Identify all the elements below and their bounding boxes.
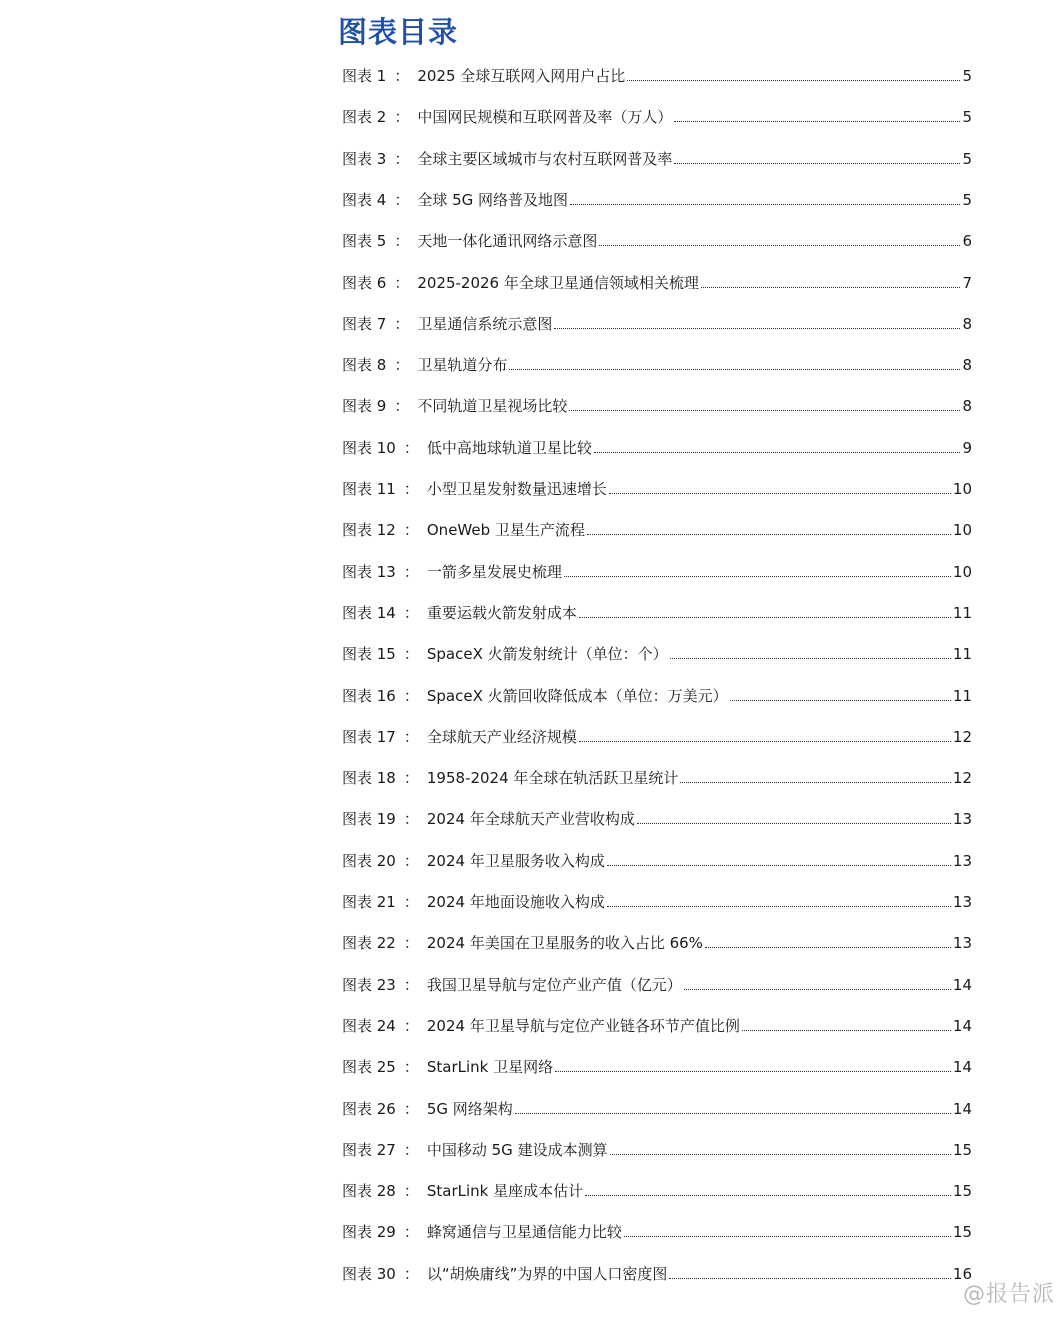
- toc-entry-title: 2024 年地面设施收入构成: [426, 893, 605, 911]
- toc-entry-page-number: 13: [952, 934, 972, 953]
- toc-entry[interactable]: [342, 552, 972, 582]
- toc-entry-separator: ：: [403, 1140, 419, 1159]
- toc-entry-title: 全球 5G 网络普及地图: [417, 190, 569, 209]
- toc-entry[interactable]: [342, 469, 972, 499]
- toc-entry-separator: ：: [403, 1099, 419, 1118]
- toc-entry-separator: ：: [403, 934, 419, 953]
- toc-entry-separator: ：: [403, 893, 419, 911]
- page-title: 图表目录: [338, 15, 459, 49]
- toc-entry-label: 图表 6: [342, 273, 387, 292]
- toc-entry[interactable]: [342, 717, 972, 747]
- toc-entry-page-number: 8: [962, 314, 972, 333]
- toc-entry-separator: ：: [403, 810, 419, 829]
- toc-entry[interactable]: [342, 221, 972, 251]
- toc-entry-separator: ：: [394, 273, 410, 292]
- toc-entry-title: 一箭多星发展史梳理: [426, 562, 562, 581]
- toc-entry-page-number: 15: [952, 1140, 972, 1159]
- toc-entry-label: 图表 25: [342, 1058, 396, 1077]
- toc-entry-title: 2025 全球互联网入网用户占比: [417, 67, 626, 85]
- toc-entry-title: SpaceX 火箭发射统计（单位：个）: [426, 645, 668, 664]
- toc-entry-separator: ：: [403, 603, 419, 622]
- watermark: @报告派: [962, 1282, 1055, 1307]
- toc-entry-page-number: 13: [952, 851, 972, 870]
- toc-entry-page-number: 14: [952, 975, 972, 994]
- toc-entry[interactable]: [342, 634, 972, 664]
- toc-entry-page-number: 10: [952, 562, 972, 581]
- toc-entry[interactable]: [342, 263, 972, 293]
- toc-entry[interactable]: [342, 1212, 972, 1242]
- toc-entry-separator: ：: [394, 149, 410, 168]
- toc-entry-label: 图表 13: [342, 562, 396, 581]
- toc-entry-label: 图表 3: [342, 149, 387, 168]
- toc-entry-label: 图表 9: [342, 397, 387, 416]
- toc-entry[interactable]: [342, 923, 972, 953]
- toc-entry[interactable]: [342, 304, 972, 334]
- toc-entry-title: 重要运载火箭发射成本: [426, 603, 577, 622]
- toc-entry-title: 天地一体化通讯网络示意图: [417, 232, 598, 251]
- toc-entry[interactable]: [342, 386, 972, 416]
- toc-entry[interactable]: [342, 965, 972, 995]
- toc-entry[interactable]: [342, 1089, 972, 1119]
- toc-entry-label: 图表 27: [342, 1140, 396, 1159]
- toc-entry-separator: ：: [394, 67, 410, 85]
- toc-entry-label: 图表 26: [342, 1099, 396, 1118]
- toc-entry-title: OneWeb 卫星生产流程: [426, 521, 585, 540]
- toc-entry-title: 5G 网络架构: [426, 1099, 513, 1118]
- toc-entry-label: 图表 22: [342, 934, 396, 953]
- toc-leader-dots: [627, 80, 960, 81]
- toc-entry-label: 图表 15: [342, 645, 396, 664]
- toc-entry-title: 小型卫星发射数量迅速增长: [426, 480, 607, 498]
- toc-entry-label: 图表 19: [342, 810, 396, 829]
- toc-entry-label: 图表 2: [342, 108, 387, 127]
- toc-leader-dots: [701, 287, 961, 288]
- toc-entry-label: 图表 10: [342, 438, 396, 457]
- toc-entry-separator: ：: [403, 521, 419, 540]
- toc-entry-separator: ：: [403, 1182, 419, 1201]
- toc-entry-page-number: 6: [962, 232, 972, 251]
- toc-entry[interactable]: [342, 428, 972, 458]
- toc-entry-title: 1958-2024 年全球在轨活跃卫星统计: [426, 769, 679, 788]
- toc-leader-dots: [570, 204, 960, 205]
- toc-entry-title: 全球航天产业经济规模: [426, 727, 577, 746]
- toc-entry-page-number: 9: [962, 438, 972, 457]
- toc-entry-separator: ：: [403, 645, 419, 664]
- toc-leader-dots: [610, 1154, 951, 1155]
- toc-entry-separator: ：: [403, 1264, 419, 1283]
- toc-leader-dots: [730, 700, 951, 701]
- toc-entry[interactable]: [342, 1006, 972, 1036]
- toc-leader-dots: [609, 493, 951, 494]
- toc-entry-separator: ：: [403, 975, 419, 994]
- toc-entry-label: 图表 8: [342, 356, 387, 375]
- toc-leader-dots: [674, 121, 960, 122]
- toc-entry-page-number: 8: [962, 356, 972, 375]
- toc-entry-page-number: 12: [952, 727, 972, 746]
- toc-entry-label: 图表 28: [342, 1182, 396, 1201]
- toc-entry-title: 我国卫星导航与定位产业产值（亿元）: [426, 975, 682, 994]
- toc-entry-page-number: 11: [952, 686, 972, 705]
- toc-entry-separator: ：: [403, 1223, 419, 1242]
- toc-entry-page-number: 12: [952, 769, 972, 788]
- toc-entry-title: StarLink 星座成本估计: [426, 1182, 584, 1201]
- toc-entry-title: 以“胡焕庸线”为界的中国人口密度图: [426, 1264, 668, 1283]
- toc-entry-separator: ：: [394, 108, 410, 127]
- toc-entry-separator: ：: [394, 314, 410, 333]
- toc-entry-separator: ：: [403, 438, 419, 457]
- toc-entry-label: 图表 11: [342, 480, 396, 498]
- toc-leader-dots: [624, 1236, 951, 1237]
- toc-entry-title: 中国移动 5G 建设成本测算: [426, 1140, 608, 1159]
- toc-leader-dots: [680, 782, 951, 783]
- toc-entry-title: 卫星轨道分布: [417, 356, 508, 375]
- toc-entry-page-number: 5: [962, 190, 972, 209]
- toc-entry-label: 图表 30: [342, 1264, 396, 1283]
- toc-leader-dots: [554, 328, 960, 329]
- toc-entry-separator: ：: [403, 1058, 419, 1077]
- toc-entry-page-number: 14: [952, 1016, 972, 1035]
- toc-entry-separator: ：: [403, 1016, 419, 1035]
- toc-entry-title: 2025-2026 年全球卫星通信领域相关梳理: [417, 273, 699, 292]
- toc-entry-page-number: 15: [952, 1182, 972, 1201]
- toc-entry-page-number: 13: [952, 810, 972, 829]
- toc-entry-title: SpaceX 火箭回收降低成本（单位：万美元）: [426, 686, 728, 705]
- toc-leader-dots: [509, 369, 960, 370]
- toc-entry-page-number: 11: [952, 645, 972, 664]
- toc-entry[interactable]: [342, 510, 972, 540]
- toc-entry-page-number: 7: [962, 273, 972, 292]
- toc-entry-separator: ：: [394, 232, 410, 251]
- toc-entry-label: 图表 18: [342, 769, 396, 788]
- toc-leader-dots: [569, 410, 960, 411]
- toc-entry[interactable]: [342, 139, 972, 169]
- toc-leader-dots: [674, 163, 960, 164]
- toc-entry-title: 全球主要区域城市与农村互联网普及率: [417, 149, 673, 168]
- toc-entry[interactable]: [342, 1254, 972, 1284]
- toc-entry[interactable]: [342, 1171, 972, 1201]
- toc-entry-page-number: 5: [962, 67, 972, 85]
- toc-entry-title: 2024 年全球航天产业营收构成: [426, 810, 635, 829]
- toc-leader-dots: [594, 452, 961, 453]
- toc-entry-label: 图表 5: [342, 232, 387, 251]
- toc-leader-dots: [585, 1195, 951, 1196]
- toc-leader-dots: [742, 1030, 951, 1031]
- toc-entry-separator: ：: [403, 562, 419, 581]
- toc-leader-dots: [684, 989, 951, 990]
- toc-entry-separator: ：: [403, 686, 419, 705]
- toc-entry-label: 图表 12: [342, 521, 396, 540]
- toc-entry-label: 图表 24: [342, 1016, 396, 1035]
- toc-entry-label: 图表 17: [342, 727, 396, 746]
- toc-entry-label: 图表 7: [342, 314, 387, 333]
- toc-entry-label: 图表 29: [342, 1223, 396, 1242]
- toc-entry-label: 图表 23: [342, 975, 396, 994]
- toc-entry-page-number: 16: [952, 1264, 972, 1283]
- toc-leader-dots: [607, 865, 951, 866]
- toc-entry-title: 低中高地球轨道卫星比较: [426, 438, 592, 457]
- toc-entry-separator: ：: [403, 480, 419, 498]
- toc-entry-page-number: 5: [962, 149, 972, 168]
- toc-leader-dots: [607, 906, 951, 907]
- toc-entry-page-number: 14: [952, 1058, 972, 1077]
- toc-entry-page-number: 8: [962, 397, 972, 416]
- toc-entry-separator: ：: [403, 769, 419, 788]
- toc-entry[interactable]: [342, 1047, 972, 1077]
- toc-entry[interactable]: [342, 56, 972, 86]
- toc-entry-title: 中国网民规模和互联网普及率（万人）: [417, 108, 673, 127]
- toc-entry-separator: ：: [394, 397, 410, 416]
- toc-leader-dots: [579, 741, 951, 742]
- toc-entry-page-number: 11: [952, 603, 972, 622]
- toc-entry[interactable]: [342, 180, 972, 210]
- toc-entry-separator: ：: [403, 727, 419, 746]
- toc-entry-separator: ：: [403, 851, 419, 870]
- toc-entry-page-number: 10: [952, 521, 972, 540]
- toc-leader-dots: [555, 1071, 951, 1072]
- toc-entry[interactable]: [342, 882, 972, 912]
- toc-entry-page-number: 15: [952, 1223, 972, 1242]
- toc-entry-title: 蜂窝通信与卫星通信能力比较: [426, 1223, 622, 1242]
- toc-entry[interactable]: [342, 841, 972, 871]
- toc-entry-title: 2024 年卫星服务收入构成: [426, 851, 605, 870]
- toc-leader-dots: [599, 245, 960, 246]
- toc-entry-page-number: 10: [952, 480, 972, 498]
- toc-entry[interactable]: [342, 97, 972, 127]
- toc-entry-label: 图表 14: [342, 603, 396, 622]
- toc-entry-page-number: 13: [952, 893, 972, 911]
- toc-entry[interactable]: [342, 593, 972, 623]
- toc-entry-title: 2024 年卫星导航与定位产业链各环节产值比例: [426, 1016, 740, 1035]
- toc-entry[interactable]: [342, 799, 972, 829]
- toc-leader-dots: [670, 658, 951, 659]
- toc-entry-title: 卫星通信系统示意图: [417, 314, 553, 333]
- toc-entry-title: StarLink 卫星网络: [426, 1058, 554, 1077]
- toc-leader-dots: [587, 534, 951, 535]
- toc-entry-label: 图表 4: [342, 190, 387, 209]
- toc-entry-label: 图表 1: [342, 67, 387, 85]
- toc-leader-dots: [515, 1113, 951, 1114]
- toc-leader-dots: [669, 1278, 950, 1279]
- toc-leader-dots: [637, 823, 951, 824]
- toc-entry-page-number: 14: [952, 1099, 972, 1118]
- toc-entry-label: 图表 21: [342, 893, 396, 911]
- toc-entry-page-number: 5: [962, 108, 972, 127]
- toc-leader-dots: [564, 576, 951, 577]
- toc-leader-dots: [579, 617, 951, 618]
- toc-entry-separator: ：: [394, 356, 410, 375]
- toc-entry-separator: ：: [394, 190, 410, 209]
- toc-leader-dots: [705, 947, 951, 948]
- toc-entry-title: 2024 年美国在卫星服务的收入占比 66%: [426, 934, 703, 953]
- toc-entry-title: 不同轨道卫星视场比较: [417, 397, 568, 416]
- toc-entry[interactable]: [342, 345, 972, 375]
- toc-entry-label: 图表 16: [342, 686, 396, 705]
- toc-entry[interactable]: [342, 758, 972, 788]
- toc-entry[interactable]: [342, 676, 972, 706]
- toc-entry[interactable]: [342, 1130, 972, 1160]
- toc-entry-label: 图表 20: [342, 851, 396, 870]
